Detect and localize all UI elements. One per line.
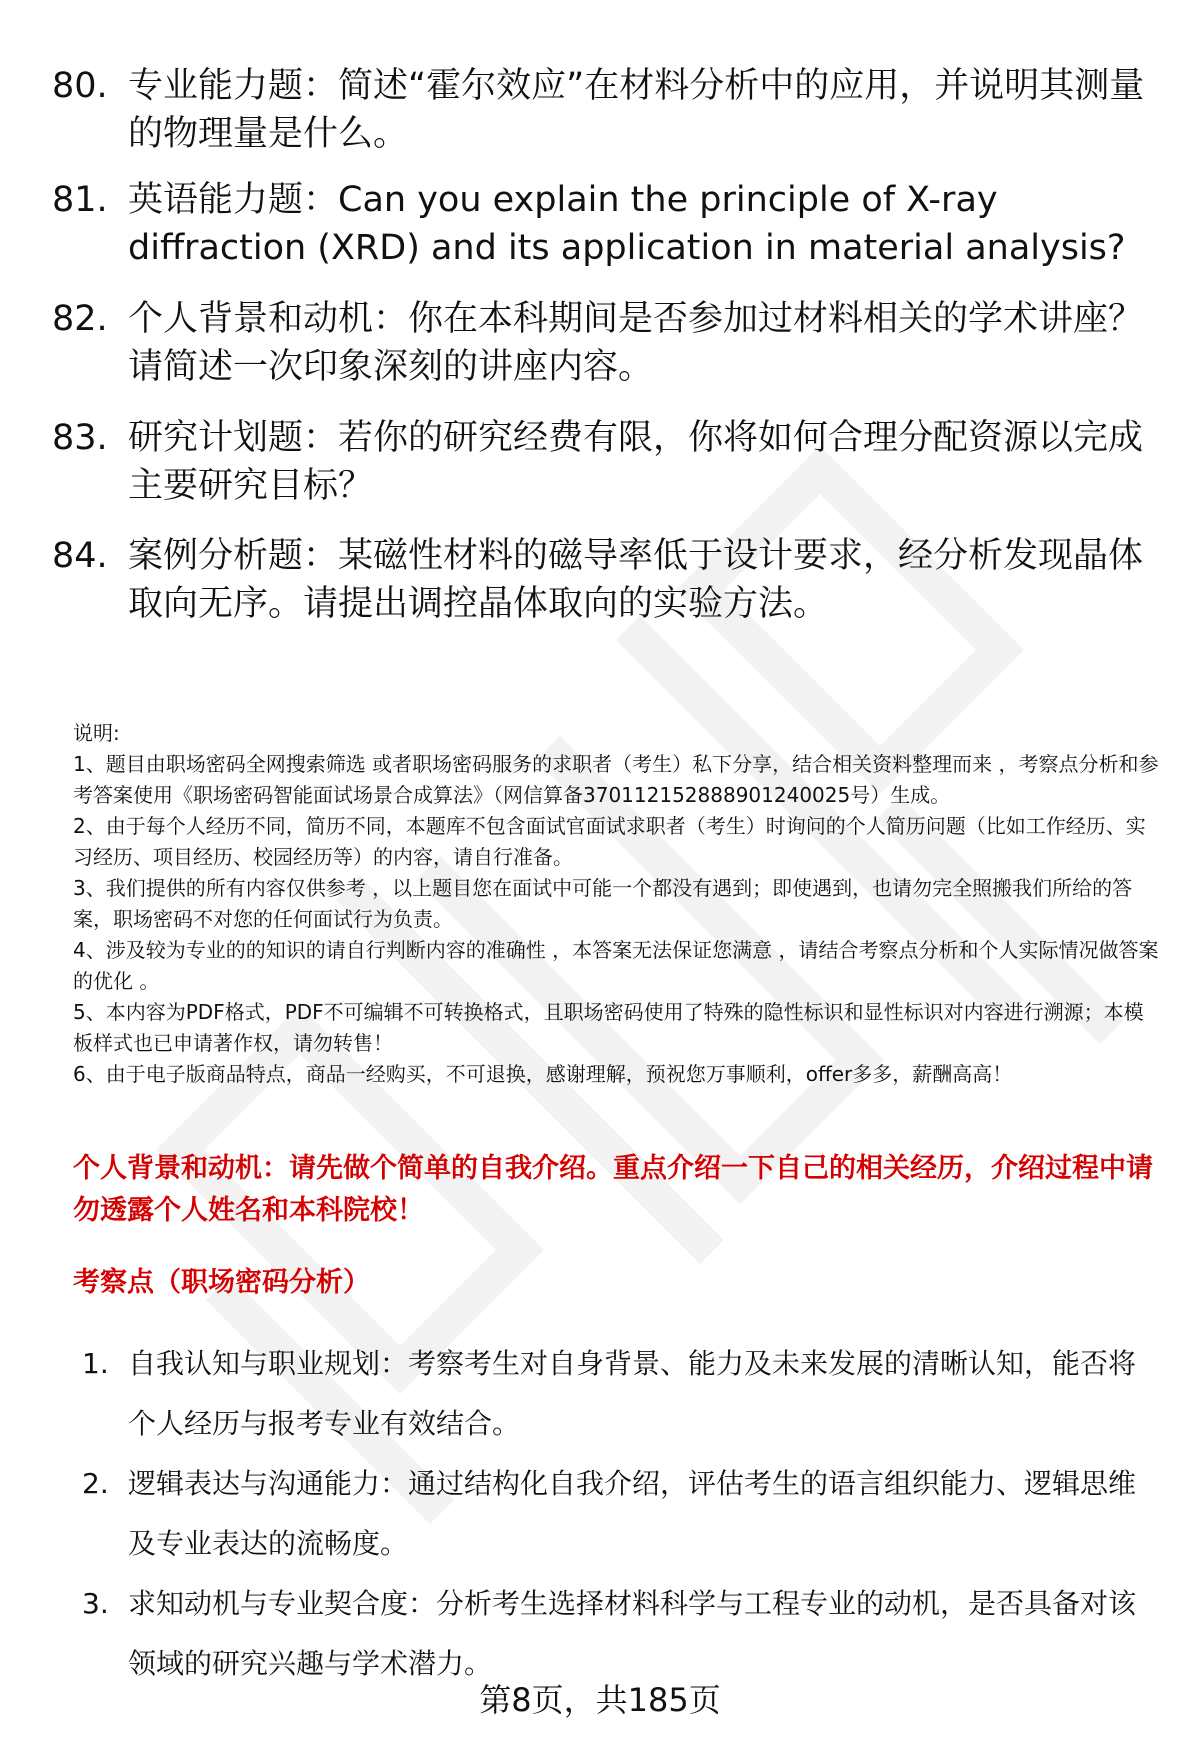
note-item: 5、本内容为PDF格式，PDF不可编辑不可转换格式，且职场密码使用了特殊的隐性标识和显性标识对内容进行溯源；本模板样式也已申请著作权，请勿转售！ (73, 1000, 1144, 1055)
question-text: 英语能力题：Can you explain the principle of X-ray diffraction (XRD) and its application in material analysis? (128, 180, 1126, 268)
question-82 (52, 295, 1152, 391)
question-number: 81. (52, 180, 108, 220)
question-text: 案例分析题：某磁性材料的磁导率低于设计要求，经分析发现晶体取向无序。请提出调控晶体取向的实验方法。 (128, 536, 1144, 624)
question-number: 84. (52, 536, 108, 576)
point-number: 1. (82, 1347, 109, 1380)
point-number: 3. (82, 1587, 109, 1620)
question-80 (52, 62, 1152, 158)
analysis-heading: 考察点（职场密码分析） (73, 1267, 370, 1298)
analysis-point-3 (82, 1574, 1162, 1694)
question-81 (52, 176, 1152, 272)
notes-section (73, 718, 1163, 1090)
question-text: 个人背景和动机：你在本科期间是否参加过材料相关的学术讲座？请简述一次印象深刻的讲座内容。 (128, 299, 1144, 387)
point-text: 逻辑表达与沟通能力：通过结构化自我介绍，评估考生的语言组织能力、逻辑思维及专业表达的流畅度。 (128, 1467, 1137, 1560)
question-number: 83. (52, 418, 108, 458)
analysis-point-1 (82, 1334, 1162, 1454)
question-84 (52, 532, 1152, 628)
page-footer: 第8页，共185页 (479, 1681, 721, 1719)
point-number: 2. (82, 1467, 109, 1500)
note-item: 2、由于每个人经历不同，简历不同，本题库不包含面试官面试求职者（考生）时询问的个人简历问题（比如工作经历、实习经历、项目经历、校园经历等）的内容，请自行准备。 (73, 814, 1146, 869)
point-text: 自我认知与职业规划：考察考生对自身背景、能力及未来发展的清晰认知，能否将个人经历与报考专业有效结合。 (128, 1347, 1137, 1440)
question-number: 82. (52, 299, 108, 339)
question-text: 专业能力题：简述“霍尔效应”在材料分析中的应用，并说明其测量的物理量是什么。 (128, 66, 1145, 154)
highlight-question: 个人背景和动机：请先做个简单的自我介绍。重点介绍一下自己的相关经历，介绍过程中请勿透露个人姓名和本科院校！ (73, 1153, 1153, 1226)
note-item: 1、题目由职场密码全网搜索筛选 或者职场密码服务的求职者（考生）私下分享，结合相关资料整理而来 ，考察点分析和参考答案使用《职场密码智能面试场景合成算法》（网信算备370112152888901240025号）生成。 (73, 752, 1159, 807)
note-item: 6、由于电子版商品特点，商品一经购买，不可退换，感谢理解，预祝您万事顺利，offer多多，薪酬高高！ (73, 1062, 1013, 1086)
point-text: 求知动机与专业契合度：分析考生选择材料科学与工程专业的动机，是否具备对该领域的研究兴趣与学术潜力。 (128, 1587, 1137, 1680)
note-item: 4、涉及较为专业的的知识的请自行判断内容的准确性 ，本答案无法保证您满意 ，请结合考察点分析和个人实际情况做答案的优化 。 (73, 938, 1159, 993)
question-text: 研究计划题：若你的研究经费有限，你将如何合理分配资源以完成主要研究目标？ (128, 418, 1144, 506)
analysis-point-2 (82, 1454, 1162, 1574)
note-item: 3、我们提供的所有内容仅供参考 ，以上题目您在面试中可能一个都没有遇到；即使遇到，也请勿完全照搬我们所给的答案，职场密码不对您的任何面试行为负责。 (73, 876, 1133, 931)
question-number: 80. (52, 66, 108, 106)
notes-title: 说明: (73, 721, 120, 745)
question-83 (52, 414, 1152, 510)
